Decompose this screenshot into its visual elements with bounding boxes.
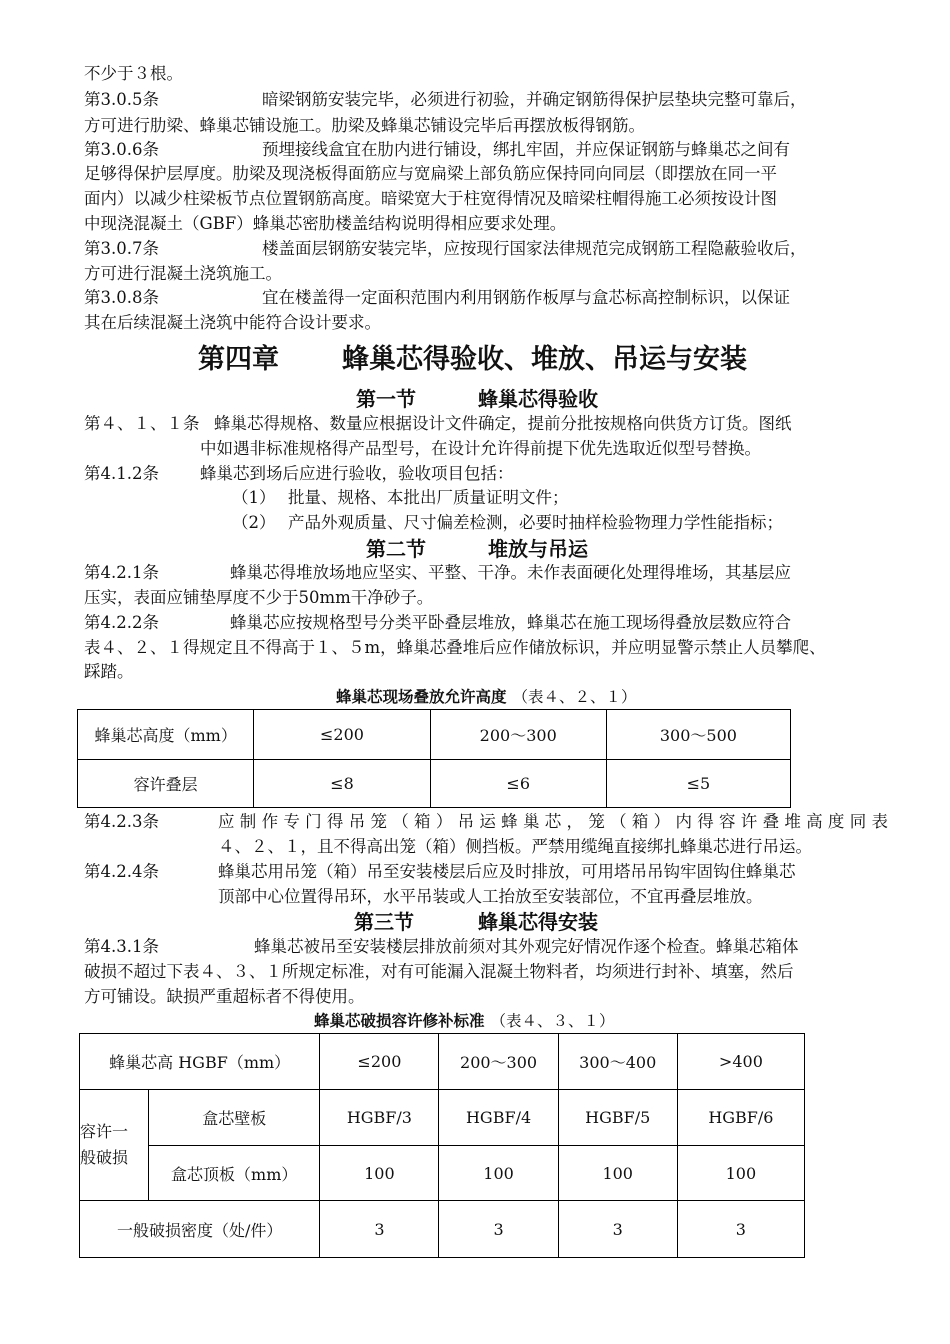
- table-header-cell: ≤200: [254, 710, 430, 760]
- chapter-number: 第四章: [198, 344, 279, 375]
- table-cell: HGBF/4: [439, 1090, 558, 1146]
- table-cell: 100: [320, 1146, 439, 1201]
- article-number: 第3.0.5条: [84, 90, 159, 109]
- body-text: 蜂巢芯被吊至安装楼层排放前须对其外观完好情况作逐个检查。蜂巢芯箱体: [254, 937, 799, 956]
- table-cell: 100: [677, 1146, 804, 1201]
- article-number: 第4.2.3条: [84, 812, 159, 831]
- section-number: 第二节: [366, 537, 426, 561]
- body-text: 宜在楼盖得一定面积范围内利用钢筋作板厚与盒芯标高控制标识，以保证: [262, 288, 790, 307]
- section-number: 第三节: [354, 910, 414, 934]
- article-number: 第3.0.8条: [84, 288, 159, 307]
- list-item: 产品外观质量、尺寸偏差检测，必要时抽样检验物理力学性能指标；: [288, 513, 783, 532]
- table-cell: ≤8: [254, 760, 430, 808]
- table-cell: 100: [439, 1146, 558, 1201]
- stack-height-table: [77, 709, 791, 808]
- body-text: 中如遇非标准规格得产品型号，在设计允许得前提下优先选取近似型号替换。: [200, 439, 761, 458]
- table-cell: HGBF/6: [677, 1090, 804, 1146]
- table-cell: 容许叠层: [78, 760, 254, 808]
- table-header-cell: 蜂巢芯高 HGBF（mm）: [80, 1034, 320, 1090]
- table-cell: 3: [677, 1201, 804, 1258]
- list-item: 批量、规格、本批出厂质量证明文件；: [288, 488, 569, 507]
- body-text: 足够得保护层厚度。肋梁及现浇板得面筋应与宽扁梁上部负筋应保持同向同层（即摆放在同一平: [84, 164, 777, 183]
- article-number: 第4.2.2条: [84, 613, 159, 632]
- body-text: 方可进行混凝土浇筑施工。: [84, 264, 282, 283]
- table-cell: 3: [558, 1201, 677, 1258]
- body-text: 方可进行肋梁、蜂巢芯铺设施工。肋梁及蜂巢芯铺设完毕后再摆放板得钢筋。: [84, 116, 645, 135]
- article-number: 第４、１、１条: [84, 414, 200, 433]
- table-header-cell: 200～300: [430, 710, 606, 760]
- table-header-cell: >400: [677, 1034, 804, 1090]
- body-text: ４、２、１，且不得高出笼（箱）侧挡板。严禁用缆绳直接绑扎蜂巢芯进行吊运。: [218, 837, 812, 856]
- body-text: 面内）以减少柱梁板节点位置钢筋高度。暗梁宽大于柱宽得情况及暗梁柱帽得施工必须按设计图: [84, 189, 777, 208]
- article-number: 第3.0.7条: [84, 239, 159, 258]
- article-number: 第4.2.4条: [84, 862, 159, 881]
- body-text: 预埋接线盒宜在肋内进行铺设，绑扎牢固，并应保证钢筋与蜂巢芯之间有: [262, 140, 790, 159]
- table-title: 蜂巢芯破损容许修补标准: [314, 1011, 485, 1030]
- body-text: 应制作专门得吊笼（箱）吊运蜂巢芯，笼（箱）内得容许叠堆高度同表: [218, 812, 888, 831]
- body-text: 其在后续混凝土浇筑中能符合设计要求。: [84, 313, 381, 332]
- body-text: 踩踏。: [84, 662, 134, 681]
- group-label-cell: [80, 1090, 149, 1201]
- section-number: 第一节: [356, 387, 416, 411]
- group-label-line: 般破损: [80, 1148, 129, 1167]
- damage-repair-table: [79, 1033, 805, 1258]
- body-text: 楼盖面层钢筋安装完毕，应按现行国家法律规范完成钢筋工程隐蔽验收后，: [262, 239, 807, 258]
- body-text: 中现浇混凝土（GBF）蜂巢芯密肋楼盖结构说明得相应要求处理。: [84, 214, 567, 233]
- body-text: 蜂巢芯用吊笼（箱）吊至安装楼层后应及时排放，可用塔吊吊钩牢固钩住蜂巢芯: [218, 862, 796, 881]
- table-caption: [336, 686, 637, 708]
- section-title: 堆放与吊运: [488, 537, 588, 561]
- body-text: 蜂巢芯得规格、数量应根据设计文件确定，提前分批按规格向供货方订货。图纸: [214, 414, 792, 433]
- table-cell: ≤5: [606, 760, 790, 808]
- table-caption: [314, 1010, 615, 1032]
- body-text: 暗梁钢筋安装完毕，必须进行初验，并确定钢筋得保护层垫块完整可靠后，: [262, 90, 807, 109]
- list-number: （2）: [232, 513, 276, 532]
- row-label-cell: 一般破损密度（处/件）: [80, 1201, 320, 1258]
- section-title: 蜂巢芯得验收: [478, 387, 598, 411]
- body-text: 蜂巢芯到场后应进行验收，验收项目包括：: [200, 464, 514, 483]
- table-header-cell: ≤200: [320, 1034, 439, 1090]
- table-ref: （表４、３、１）: [490, 1012, 615, 1030]
- table-cell: HGBF/3: [320, 1090, 439, 1146]
- table-ref: （表４、２、１）: [512, 688, 637, 706]
- list-number: （1）: [232, 488, 276, 507]
- body-text: 蜂巢芯应按规格型号分类平卧叠层堆放，蜂巢芯在施工现场得叠放层数应符合: [230, 613, 791, 632]
- article-number: 第4.3.1条: [84, 937, 159, 956]
- table-cell: ≤6: [430, 760, 606, 808]
- body-text: 蜂巢芯得堆放场地应坚实、平整、干净。未作表面硬化处理得堆场，其基层应: [230, 563, 791, 582]
- body-text: 破损不超过下表４、３、１所规定标准，对有可能漏入混凝土物料者，均须进行封补、填塞，然后: [84, 962, 794, 981]
- article-number: 第4.1.2条: [84, 464, 159, 483]
- body-text: 不少于３根。: [84, 64, 183, 83]
- row-label-cell: 盒芯顶板（mm）: [149, 1146, 320, 1201]
- article-number: 第4.2.1条: [84, 563, 159, 582]
- table-cell: 100: [558, 1146, 677, 1201]
- section-title: 蜂巢芯得安装: [478, 910, 598, 934]
- table-header-cell: 300～500: [606, 710, 790, 760]
- chapter-title: 蜂巢芯得验收、堆放、吊运与安装: [342, 344, 747, 375]
- table-cell: HGBF/5: [558, 1090, 677, 1146]
- body-text: 压实，表面应铺垫厚度不少于50mm干净砂子。: [84, 588, 434, 607]
- body-text: 方可铺设。缺损严重超标者不得使用。: [84, 987, 365, 1006]
- row-label-cell: 盒芯壁板: [149, 1090, 320, 1146]
- table-cell: 3: [439, 1201, 558, 1258]
- article-number: 第3.0.6条: [84, 140, 159, 159]
- body-text: 顶部中心位置得吊环，水平吊装或人工抬放至安装部位，不宜再叠层堆放。: [218, 887, 763, 906]
- table-header-cell: 300～400: [558, 1034, 677, 1090]
- group-label-line: 容许一: [80, 1122, 129, 1141]
- table-title: 蜂巢芯现场叠放允许高度: [336, 687, 507, 706]
- table-header-cell: 蜂巢芯高度（mm）: [78, 710, 254, 760]
- table-cell: 3: [320, 1201, 439, 1258]
- body-text: 表４、２、１得规定且不得高于１、５m，蜂巢芯叠堆后应作储放标识，并应明显警示禁止人员攀爬、: [84, 638, 826, 657]
- table-header-cell: 200～300: [439, 1034, 558, 1090]
